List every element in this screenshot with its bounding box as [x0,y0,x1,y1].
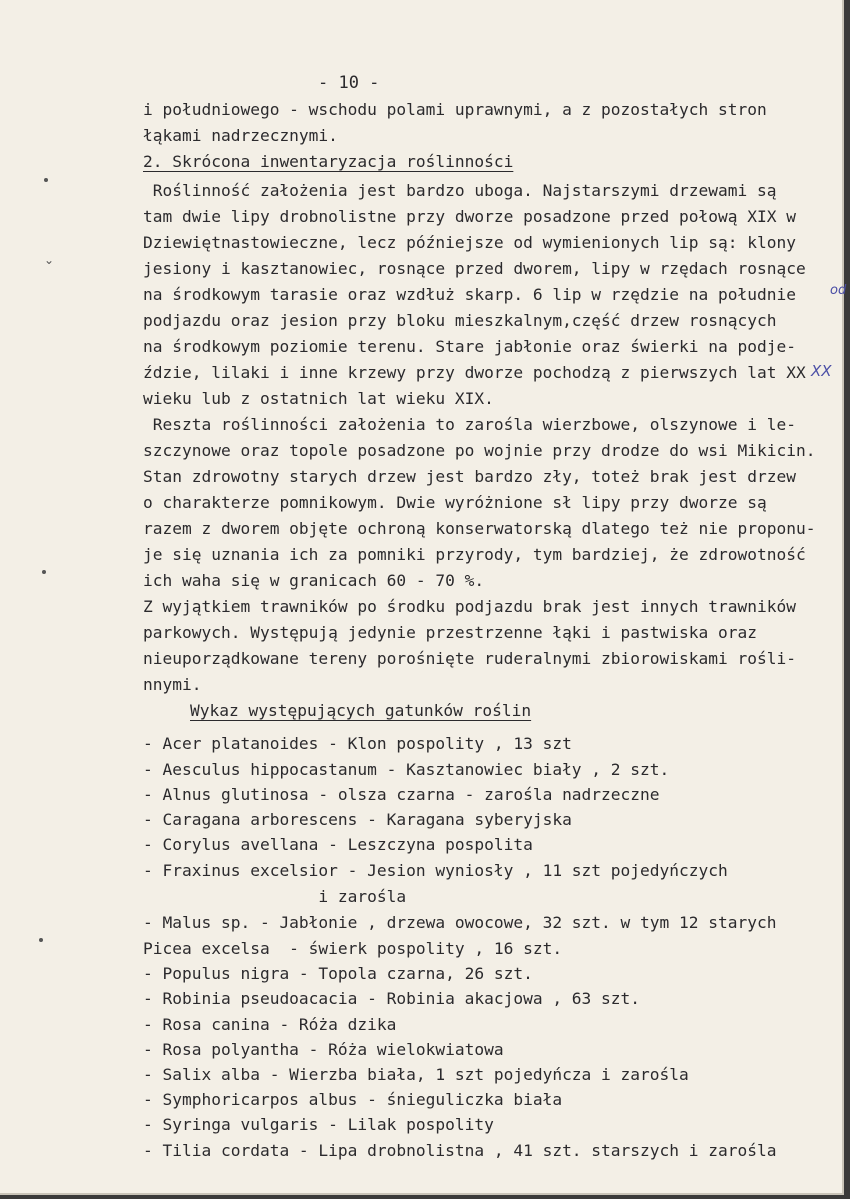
list-item: - Rosa polyantha - Róża wielokwiatowa [143,1040,504,1059]
list-item: - Alnus glutinosa - olsza czarna - zarośla nadrzeczne [143,785,660,804]
text-line: Dziewiętnastowieczne, lecz późniejsze od wymienionych lip są: klony [143,233,796,252]
handwritten-annotation: XX [811,362,832,380]
list-item: i zarośla [143,887,407,906]
margin-tick: ⌄ [44,253,55,267]
list-item: - Aesculus hippocastanum - Kasztanowiec biały , 2 szt. [143,760,670,779]
text-line: ździe, lilaki i inne krzewy przy dworze pochodzą z pierwszych lat XX [143,363,806,382]
text-line: je się uznania ich za pomniki przyrody, tym bardziej, że zdrowotność [143,545,806,564]
text-line: ich waha się w granicach 60 - 70 %. [143,571,485,590]
text-line: i południowego - wschodu polami uprawnymi, a z pozostałych stron [143,100,767,119]
list-item: - Syringa vulgaris - Lilak pospolity [143,1115,494,1134]
text-line: nieuporządkowane tereny porośnięte ruderalnymi zbiorowiskami rośli- [143,649,796,668]
text-line: Stan zdrowotny starych drzew jest bardzo zły, toteż brak jest drzew [143,467,796,486]
text-line: szczynowe oraz topole posadzone po wojnie przy drodze do wsi Mikicin. [143,441,816,460]
text-line: wieku lub z ostatnich lat wieku XIX. [143,389,494,408]
text-line: Reszta roślinności założenia to zarośla wierzbowe, olszynowe i le- [143,415,796,434]
text-line: jesiony i kasztanowiec, rosnące przed dworem, lipy w rzędach rosnące [143,259,806,278]
text-line: Roślinność założenia jest bardzo uboga. Najstarszymi drzewami są [143,181,777,200]
list-item: - Populus nigra - Topola czarna, 26 szt. [143,964,533,983]
text-line: Z wyjątkiem trawników po środku podjazdu brak jest innych trawników [143,597,796,616]
list-item: - Rosa canina - Róża dzika [143,1015,397,1034]
list-heading: Wykaz występujących gatunków roślin [190,701,532,720]
handwritten-annotation: od [830,283,847,298]
text-line: podjazdu oraz jesion przy bloku mieszkalnym,część drzew rosnących [143,311,777,330]
list-item: - Salix alba - Wierzba biała, 1 szt pojedyńcza i zarośla [143,1065,689,1084]
list-item: - Malus sp. - Jabłonie , drzewa owocowe, 32 szt. w tym 12 starych [143,913,777,932]
text-line: na środkowym poziomie terenu. Stare jabłonie oraz świerki na podje- [143,337,796,356]
list-item: - Tilia cordata - Lipa drobnolistna , 41 szt. starszych i zarośla [143,1141,777,1160]
margin-dot [44,178,48,182]
margin-dot [42,570,46,574]
margin-dot [39,938,43,942]
text-line: razem z dworem objęte ochroną konserwatorską dlatego też nie proponu- [143,519,816,538]
text-line: o charakterze pomnikowym. Dwie wyróżnione sł lipy przy dworze są [143,493,767,512]
list-item: - Corylus avellana - Leszczyna pospolita [143,835,533,854]
list-item: - Acer platanoides - Klon pospolity , 13 szt [143,734,572,753]
text-line: nnymi. [143,675,202,694]
text-line: parkowych. Występują jedynie przestrzenne łąki i pastwiska oraz [143,623,757,642]
section-heading: 2. Skrócona inwentaryzacja roślinności [143,152,514,171]
text-line: łąkami nadrzecznymi. [143,126,338,145]
text-line: na środkowym tarasie oraz wzdłuż skarp. 6 lip w rzędzie na południe [143,285,796,304]
page-number: - 10 - [318,73,380,93]
list-item: - Robinia pseudoacacia - Robinia akacjowa , 63 szt. [143,989,641,1008]
list-item: Picea excelsa - świerk pospolity , 16 szt. [143,939,563,958]
list-item: - Symphoricarpos albus - śnieguliczka biała [143,1090,563,1109]
text-line: tam dwie lipy drobnolistne przy dworze posadzone przed połową XIX w [143,207,796,226]
list-item: - Caragana arborescens - Karagana syberyjska [143,810,572,829]
list-item: - Fraxinus excelsior - Jesion wyniosły , 11 szt pojedyńczych [143,861,728,880]
